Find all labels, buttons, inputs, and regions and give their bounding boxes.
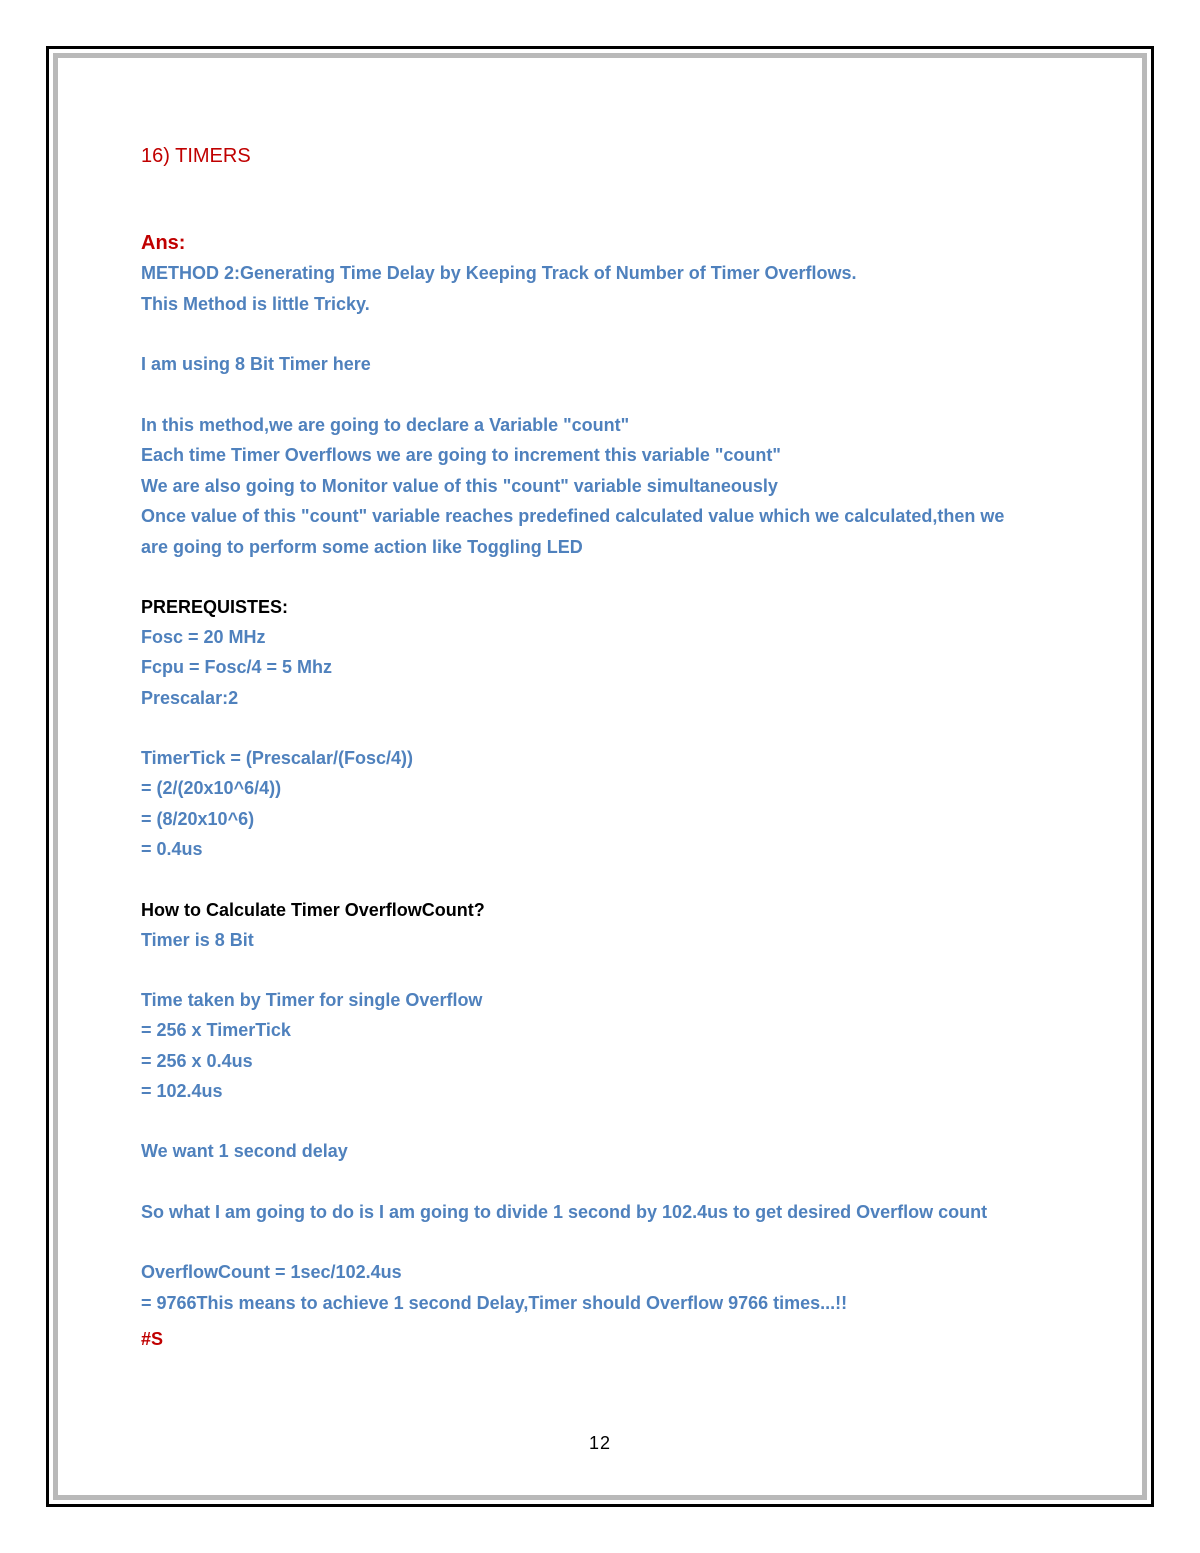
overflow-count-line: OverflowCount = 1sec/102.4us: [141, 1262, 402, 1282]
timer-tick-line: = (2/(20x10^6/4)): [141, 778, 282, 798]
timer-tick-line: = 0.4us: [141, 839, 203, 859]
timer-note: I am using 8 Bit Timer here: [141, 354, 371, 374]
timer-tick-line: TimerTick = (Prescalar/(Fosc/4)): [141, 748, 413, 768]
ans-label: Ans:: [141, 232, 186, 254]
tag-label: #S: [141, 1329, 164, 1349]
prerequisites-heading: PREREQUISTES:: [141, 597, 289, 617]
explanation-line: Each time Timer Overflows we are going to increment this variable "count": [141, 445, 781, 465]
single-overflow-line: Time taken by Timer for single Overflow: [141, 990, 483, 1010]
method-note: This Method is little Tricky.: [141, 294, 370, 314]
overflow-heading: How to Calculate Timer OverflowCount?: [141, 900, 485, 920]
single-overflow-line: = 256 x 0.4us: [141, 1051, 253, 1071]
timer-tick-line: = (8/20x10^6): [141, 809, 255, 829]
method-heading: METHOD 2:Generating Time Delay by Keeping Track of Number of Timer Overflows.: [141, 263, 857, 283]
want-delay: We want 1 second delay: [141, 1141, 348, 1161]
single-overflow-line: = 256 x TimerTick: [141, 1020, 291, 1040]
overflow-count-line: = 9766This means to achieve 1 second Delay,Timer should Overflow 9766 times...!!: [141, 1293, 848, 1313]
explanation-line: In this method,we are going to declare a Variable "count": [141, 415, 630, 435]
explanation-line: We are also going to Monitor value of this "count" variable simultaneously: [141, 476, 778, 496]
page-number: 12: [588, 1433, 612, 1453]
prerequisite-item: Fcpu = Fosc/4 = 5 Mhz: [141, 657, 333, 677]
plan-line: So what I am going to do is I am going to divide 1 second by 102.4us to get desired Overflow count: [141, 1202, 988, 1222]
explanation-line: Once value of this "count" variable reaches predefined calculated value which we calculated,then we: [141, 506, 1005, 526]
single-overflow-line: = 102.4us: [141, 1081, 223, 1101]
prerequisite-item: Prescalar:2: [141, 688, 239, 708]
prerequisite-item: Fosc = 20 MHz: [141, 627, 266, 647]
explanation-line: are going to perform some action like Toggling LED: [141, 537, 583, 557]
timer-bits: Timer is 8 Bit: [141, 930, 254, 950]
section-title: 16) TIMERS: [141, 145, 251, 167]
